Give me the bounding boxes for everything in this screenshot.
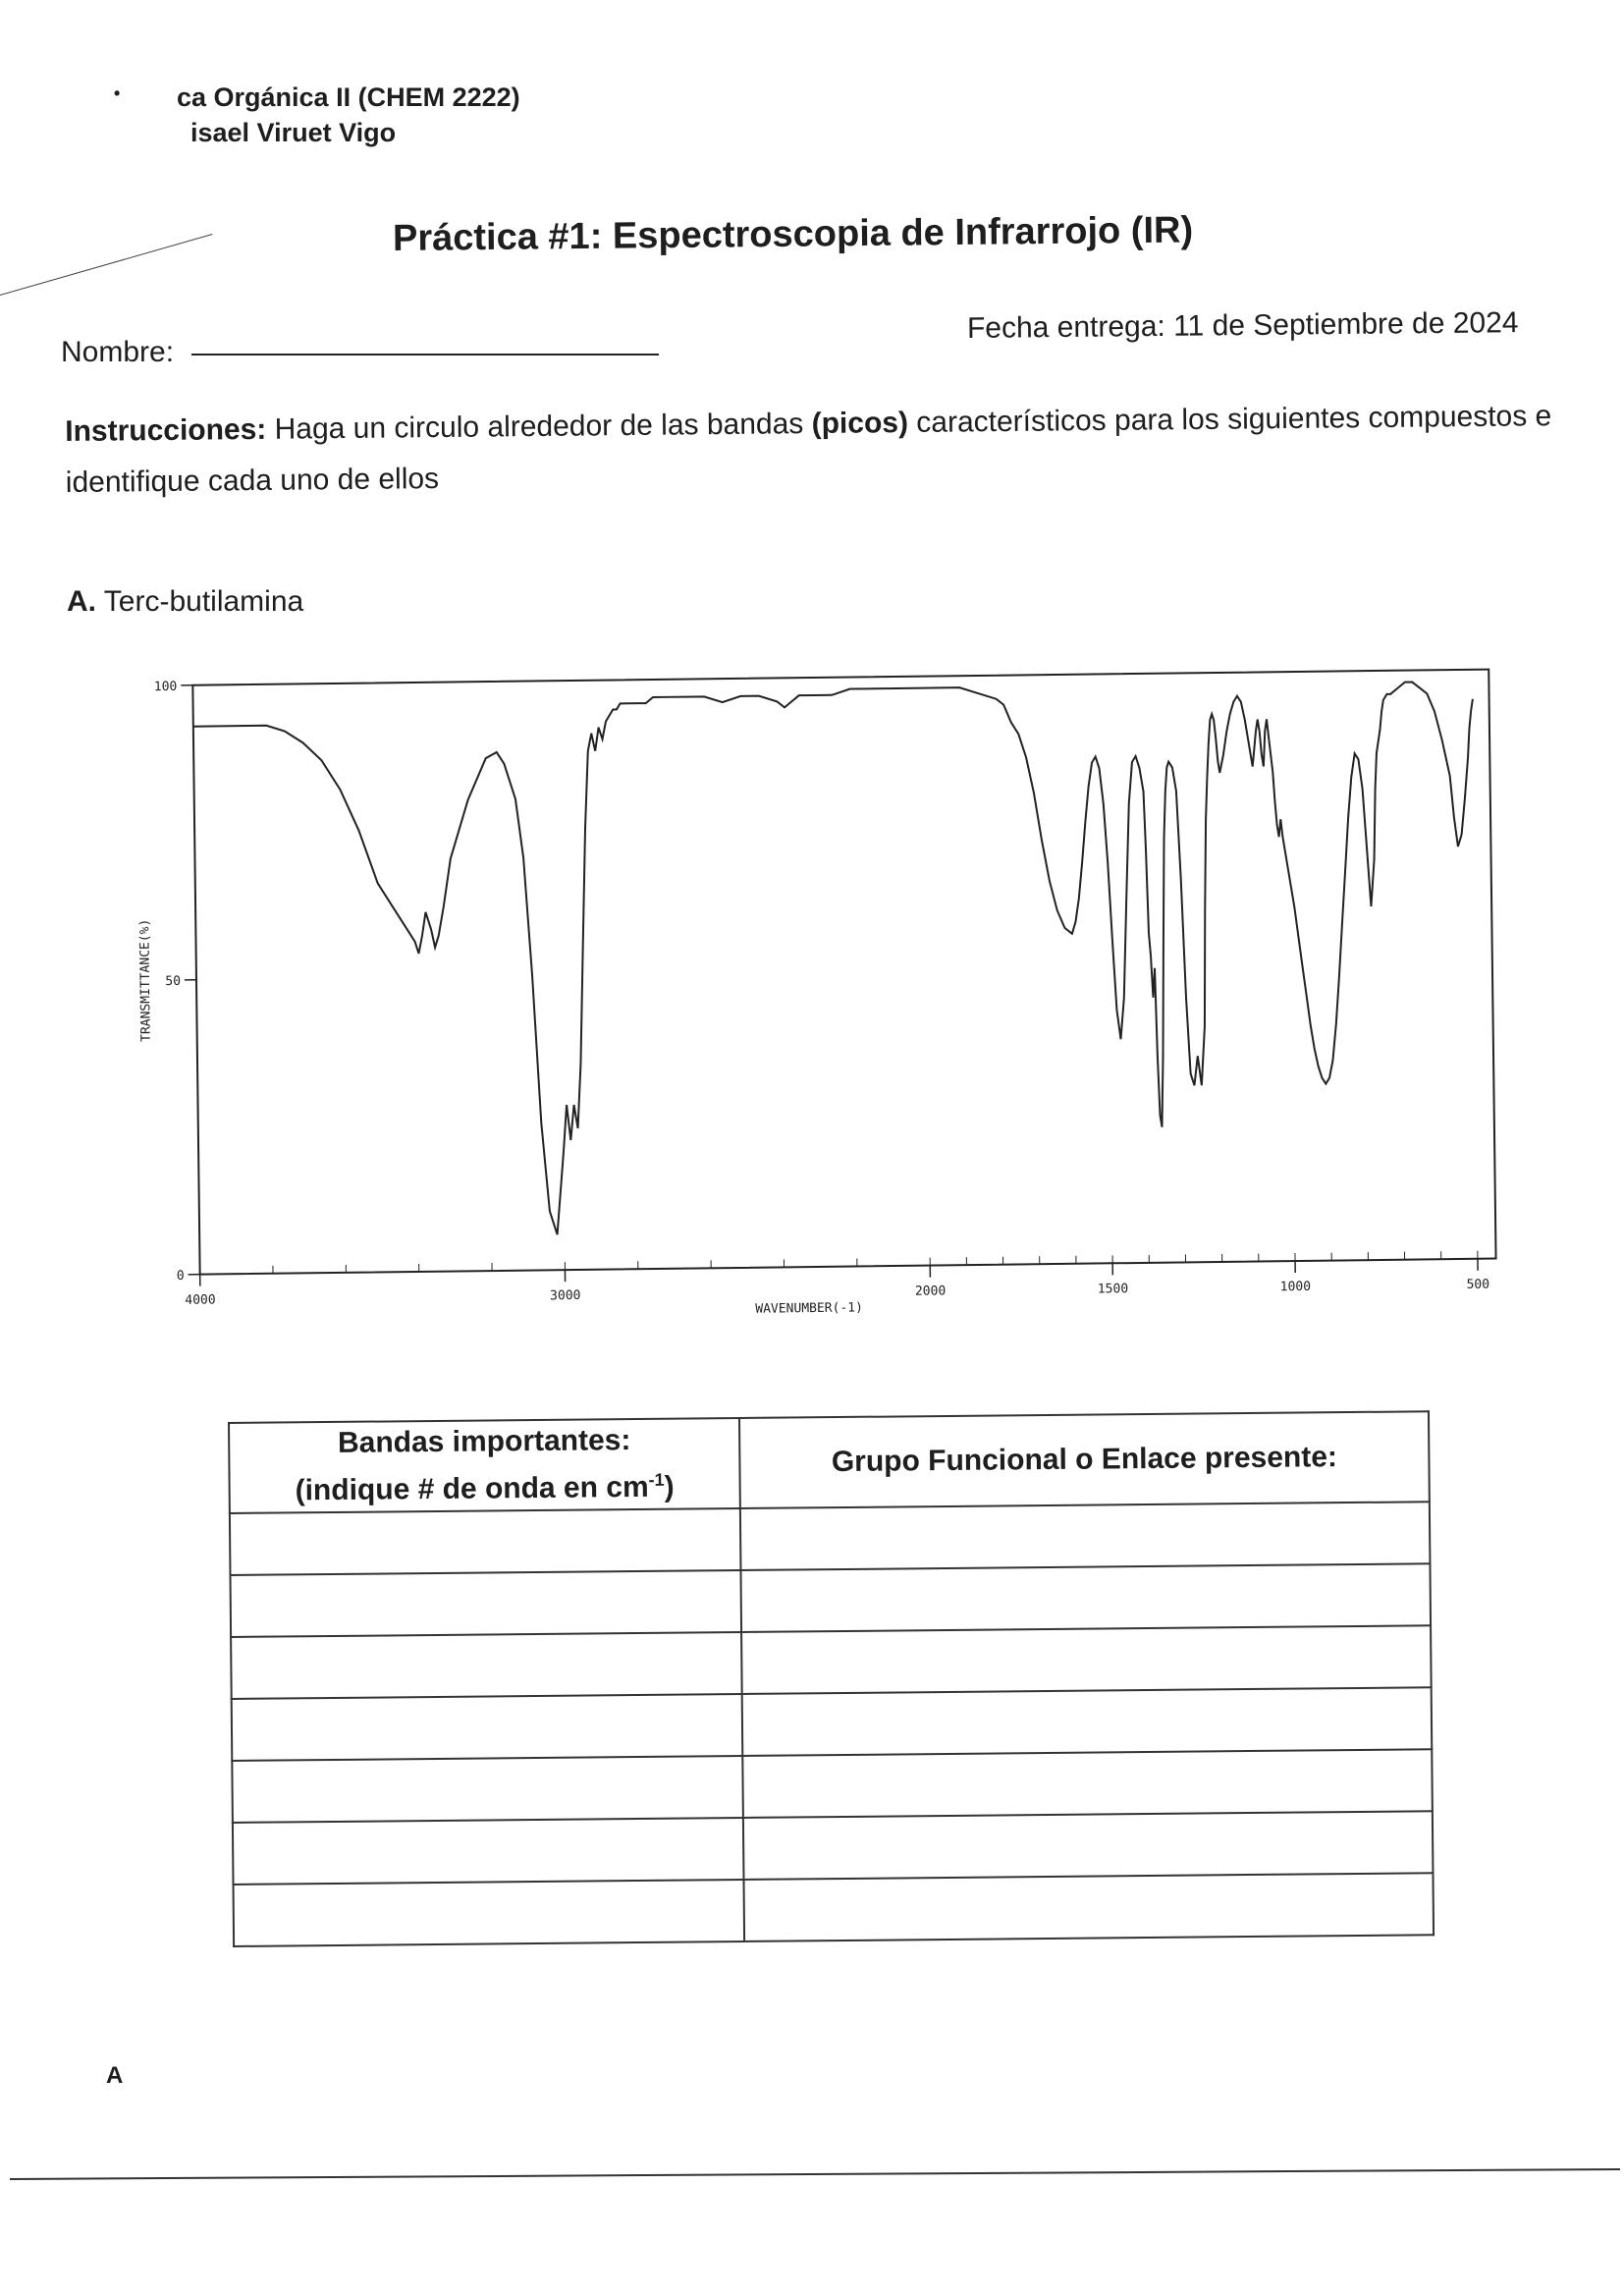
fecha-entrega: Fecha entrega: 11 de Septiembre de 2024 — [966, 306, 1519, 345]
instructions — [65, 391, 1578, 509]
header-bands-sup: -1 — [648, 1469, 665, 1490]
band-cell[interactable] — [230, 1570, 741, 1637]
bands-table-wrapper — [228, 1410, 1433, 1947]
instructions-label: Instrucciones: — [65, 412, 267, 448]
bullet-mark: • — [114, 83, 121, 103]
table-row — [232, 1687, 1433, 1761]
x-tick-label: 500 — [1466, 1277, 1490, 1292]
x-tick-label: 1000 — [1279, 1279, 1312, 1295]
ir-spectrum-chart — [114, 629, 1516, 1324]
y-tick-label: 50 — [165, 973, 182, 990]
header-bands-line1: Bandas importantes: — [337, 1424, 631, 1459]
table-row — [231, 1625, 1432, 1699]
band-cell[interactable] — [230, 1508, 741, 1575]
x-tick-label: 3000 — [550, 1287, 581, 1304]
functional-group-cell[interactable] — [743, 1811, 1434, 1880]
footer-rule — [10, 2168, 1620, 2180]
header-bands — [229, 1418, 740, 1513]
header-bands-unit: (indique # de onda en cm — [295, 1470, 649, 1507]
functional-group-cell[interactable] — [743, 1873, 1434, 1941]
table-row — [233, 1811, 1434, 1885]
instructions-text-before: Haga un circulo alrededor de las bandas — [266, 408, 812, 446]
instructor-name: isael Viruet Vigo — [190, 118, 397, 147]
band-cell[interactable] — [233, 1818, 744, 1885]
band-cell[interactable] — [232, 1756, 743, 1823]
section-a-heading — [67, 585, 303, 619]
nombre-line[interactable] — [191, 354, 659, 355]
header-bands-line2 — [295, 1471, 674, 1507]
scan-mark — [0, 234, 212, 296]
x-axis-label: WAVENUMBER(-1) — [755, 1300, 864, 1317]
x-axis — [185, 1251, 1489, 1308]
y-tick-label: 100 — [153, 679, 178, 695]
x-tick-label: 2000 — [914, 1284, 947, 1299]
spectrum-line — [192, 682, 1479, 1239]
table-row — [230, 1502, 1431, 1575]
page-letter: A — [106, 2062, 124, 2089]
instructions-emphasis: (picos) — [811, 407, 909, 441]
functional-group-cell[interactable] — [741, 1625, 1432, 1694]
chart-frame — [192, 670, 1495, 1275]
table-header-row — [229, 1411, 1430, 1513]
header-functional-group: Grupo Funcional o Enlace presente: — [739, 1411, 1430, 1508]
section-a-letter: A. — [67, 585, 96, 618]
course-name: ca Orgánica II (CHEM 2222) — [177, 82, 520, 112]
table-row — [232, 1749, 1433, 1823]
bands-table — [228, 1410, 1435, 1947]
table-body — [230, 1502, 1434, 1946]
table-row — [234, 1873, 1435, 1946]
instructions-text-after: característicos para los siguientes compuestos e identifique cada uno de ellos — [65, 400, 1552, 499]
x-tick-label: 1500 — [1097, 1282, 1129, 1297]
x-tick-label: 4000 — [185, 1292, 216, 1308]
page-title: Práctica #1: Espectroscopia de Infrarrojo (IR) — [392, 209, 1194, 259]
nombre-label: Nombre: — [61, 336, 175, 368]
functional-group-cell[interactable] — [742, 1687, 1433, 1756]
band-cell[interactable] — [231, 1632, 742, 1699]
functional-group-cell[interactable] — [740, 1502, 1431, 1570]
header-bands-close: ) — [664, 1470, 675, 1503]
table-row — [230, 1563, 1431, 1637]
band-cell[interactable] — [232, 1694, 743, 1761]
y-tick-label: 0 — [176, 1268, 185, 1284]
band-cell[interactable] — [234, 1880, 745, 1946]
functional-group-cell[interactable] — [742, 1749, 1433, 1818]
section-a-compound: Terc-butilamina — [96, 585, 304, 618]
y-axis-label: TRANSMITTANCE(%) — [137, 918, 154, 1043]
functional-group-cell[interactable] — [740, 1563, 1431, 1632]
